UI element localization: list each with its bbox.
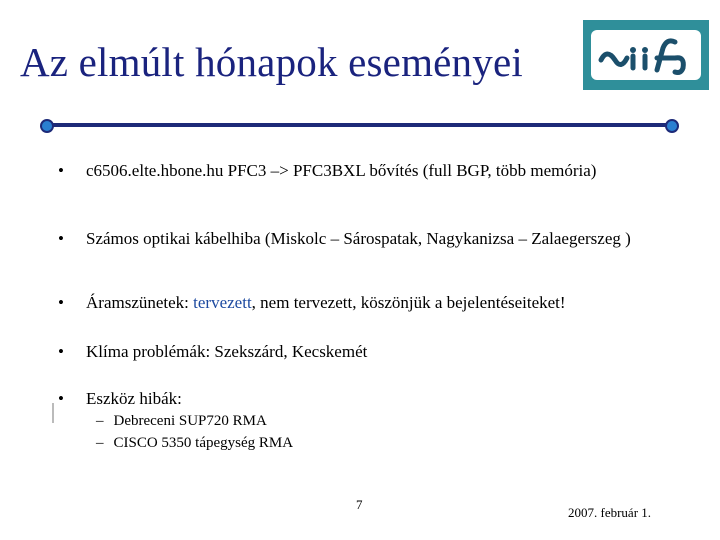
bullet-text: Számos optikai kábelhiba (Miskolc – Sárospatak, Nagykanizsa – Zalaegerszeg ) <box>86 229 631 248</box>
dash-marker: – <box>96 435 104 451</box>
bullet-item <box>58 162 658 179</box>
divider-dot-right <box>665 119 679 133</box>
bullet-item <box>58 230 658 247</box>
sub-bullet-item <box>96 413 267 430</box>
sub-bullet-item <box>96 435 293 452</box>
divider-dot-left <box>40 119 54 133</box>
niif-logo <box>583 20 709 90</box>
dash-marker: – <box>96 413 104 429</box>
title-divider <box>46 123 672 127</box>
bullet-text: Klíma problémák: Szekszárd, Kecskemét <box>86 342 368 361</box>
bullet-text <box>86 294 658 311</box>
bullet-item <box>58 390 658 407</box>
bullet-text: Eszköz hibák: <box>86 389 182 408</box>
decorative-bracket <box>52 403 54 423</box>
sub-bullet-text: CISCO 5350 tápegység RMA <box>113 435 294 451</box>
slide-title: Az elmúlt hónapok eseményei <box>20 39 523 85</box>
bullet-item <box>58 343 658 360</box>
bullet-marker: • <box>58 293 64 312</box>
bullet-marker: • <box>58 161 64 180</box>
bullet-marker: • <box>58 342 64 361</box>
page-number: 7 <box>356 497 363 512</box>
niif-logo-icon <box>583 20 709 90</box>
sub-bullet-text: Debreceni SUP720 RMA <box>113 413 267 429</box>
bullet-marker: • <box>58 229 64 248</box>
bullet-text-prefix: Áramszünetek: <box>86 293 194 312</box>
bullet-text: c6506.elte.hbone.hu PFC3 –> PFC3BXL bővítés (full BGP, több memória) <box>86 161 597 180</box>
bullet-item <box>58 294 658 311</box>
bullet-text-accent: tervezett <box>193 293 252 312</box>
footer-date: 2007. február 1. <box>568 505 652 520</box>
bullet-text-suffix: , nem tervezett, köszönjük a bejelentéseiteket! <box>251 293 566 312</box>
bullet-marker: • <box>58 389 64 408</box>
